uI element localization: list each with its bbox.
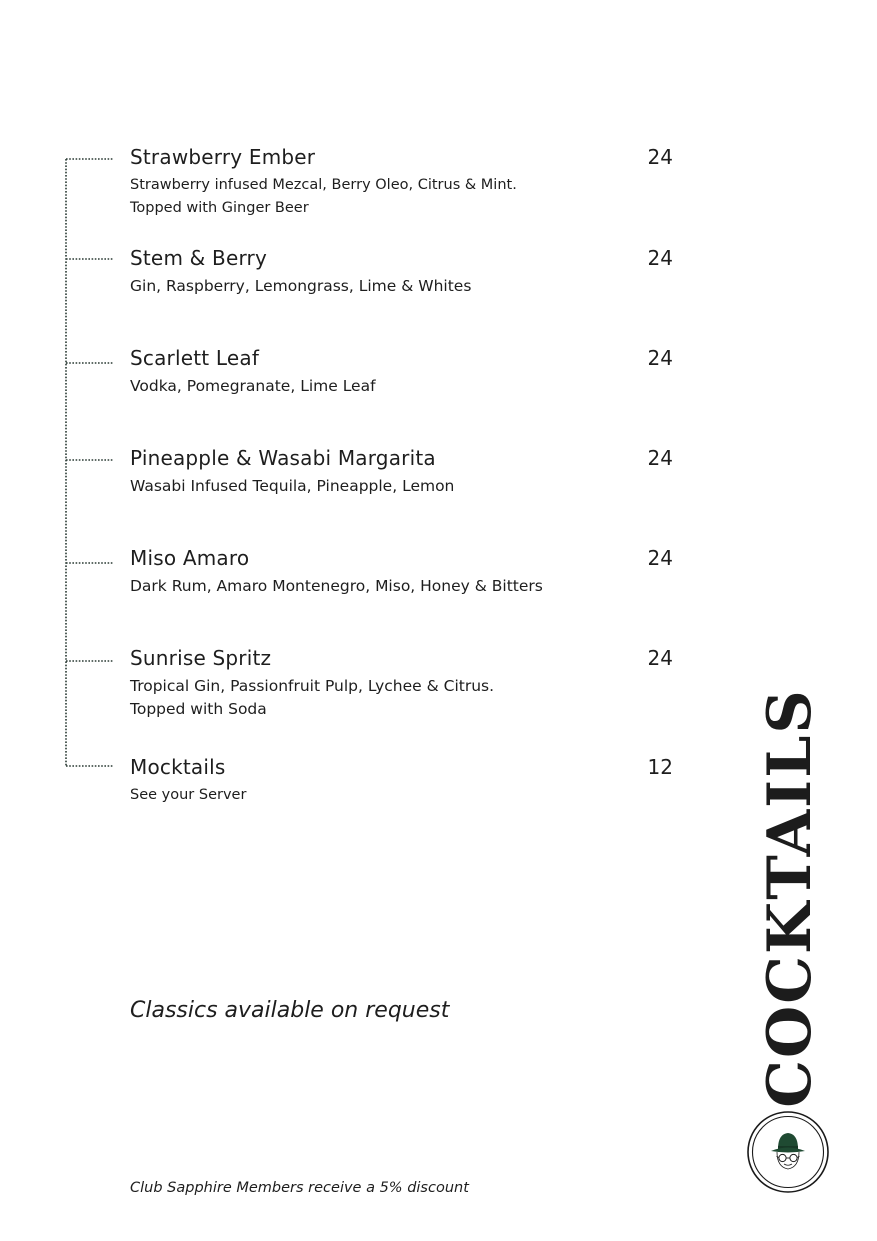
item-description: [130, 675, 675, 721]
item-description-line: Topped with Soda: [130, 700, 267, 718]
item-description-line: Wasabi Infused Tequila, Pineapple, Lemon: [130, 477, 455, 495]
item-name: Stem & Berry: [130, 246, 267, 270]
item-price: 12: [647, 755, 673, 779]
item-price: 24: [647, 546, 673, 570]
item-description-line: Topped with Ginger Beer: [130, 200, 309, 216]
item-description: [130, 575, 675, 598]
item-description-line: Strawberry infused Mezcal, Berry Oleo, Citrus & Mint.: [130, 177, 517, 193]
item-price: 24: [647, 446, 673, 470]
item-description: [130, 174, 675, 220]
item-price: 24: [647, 646, 673, 670]
menu-item-miso-amaro: [130, 545, 675, 598]
item-description-line: Dark Rum, Amaro Montenegro, Miso, Honey & Bitters: [130, 577, 543, 595]
menu-item-pineapple-wasabi-margarita: [130, 445, 675, 498]
menu-item-strawberry-ember: [130, 144, 675, 220]
item-price: 24: [647, 346, 673, 370]
item-price: 24: [647, 246, 673, 270]
item-description: [130, 784, 675, 807]
item-description-line: See your Server: [130, 787, 247, 803]
menu-item-mocktails: [130, 754, 675, 807]
menu-item-scarlett-leaf: [130, 345, 675, 398]
item-description: [130, 375, 675, 398]
item-name: Sunrise Spritz: [130, 646, 272, 670]
item-name: Miso Amaro: [130, 546, 250, 570]
item-price: 24: [647, 145, 673, 169]
item-description-line: Gin, Raspberry, Lemongrass, Lime & Whites: [130, 277, 472, 295]
item-description-line: Vodka, Pomegranate, Lime Leaf: [130, 377, 376, 395]
item-name: Scarlett Leaf: [130, 346, 260, 370]
menu-item-stem-and-berry: [130, 245, 675, 298]
discount-note: Club Sapphire Members receive a 5% discount: [130, 1180, 469, 1196]
item-name: Pineapple & Wasabi Margarita: [130, 446, 436, 470]
item-description-line: Tropical Gin, Passionfruit Pulp, Lychee & Citrus.: [130, 677, 495, 695]
item-description: [130, 275, 675, 298]
item-description: [130, 475, 675, 498]
classics-note: Classics available on request: [130, 998, 450, 1023]
section-title: COCKTAILS: [755, 688, 825, 1108]
item-name: Strawberry Ember: [130, 145, 316, 169]
hat-and-glasses-icon: [747, 1111, 829, 1193]
menu-item-sunrise-spritz: [130, 645, 675, 721]
item-name: Mocktails: [130, 755, 226, 779]
